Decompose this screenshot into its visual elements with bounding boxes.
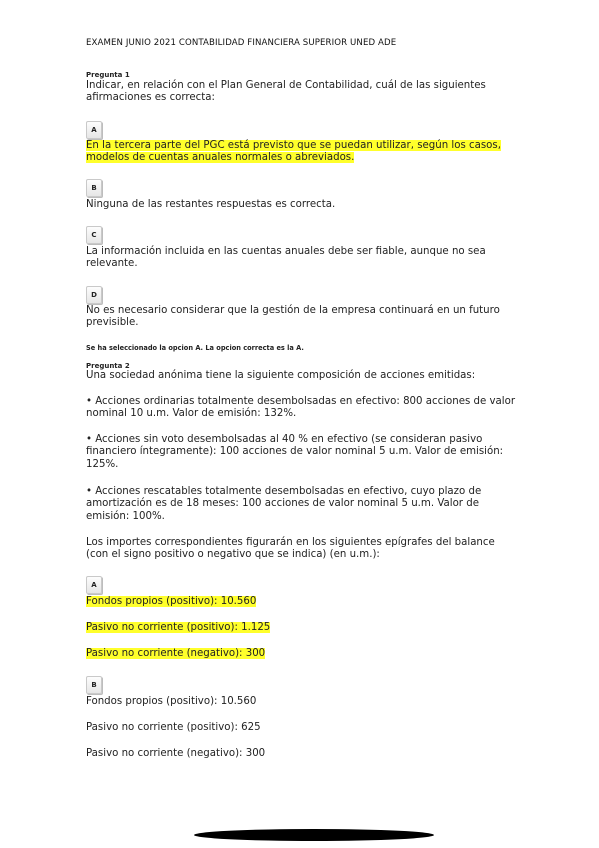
question-2-label: Pregunta 2 — [86, 362, 130, 370]
q2-bullet-2: • Acciones sin voto desembolsadas al 40 % en efectivo (se consideran pasivo financiero íntegramente): 100 acciones de valor nominal 5 u.m. Valor de emisión: 125%. — [86, 434, 504, 470]
q2-option-b-button[interactable]: B — [86, 676, 102, 694]
q2-bullet-3: • Acciones rescatables totalmente desembolsadas en efectivo, cuyo plazo de amortización es de 18 meses: 100 acciones de valor nominal 5 u.m. Valor de emisión: 100%. — [86, 486, 482, 522]
q1-option-a-text — [86, 140, 506, 165]
question-2-intro: Una sociedad anónima tiene la siguiente composición de acciones emitidas: — [86, 370, 476, 381]
q2-option-a-line-2-text: Pasivo no corriente (positivo): 1.125 — [86, 622, 271, 633]
q2-option-b-line-2: Pasivo no corriente (positivo): 625 — [86, 722, 261, 733]
question-1-label: Pregunta 1 — [86, 71, 130, 79]
q1-option-b-button[interactable]: B — [86, 179, 102, 197]
q1-option-d-button[interactable]: D — [86, 286, 102, 304]
q2-question-text: Los importes correspondientes figurarán en los siguientes epígrafes del balance (con el signo positivo o negativo que se indica) (en u.m.): — [86, 537, 495, 561]
q2-option-a-button[interactable]: A — [86, 576, 102, 594]
q2-option-a-line-1 — [86, 596, 506, 608]
q2-option-b-line-3: Pasivo no corriente (negativo): 300 — [86, 748, 266, 759]
q2-option-a-line-3 — [86, 648, 506, 660]
q2-option-b-line-1: Fondos propios (positivo): 10.560 — [86, 696, 257, 707]
q1-option-a-button[interactable]: A — [86, 121, 102, 139]
q1-option-c-button[interactable]: C — [86, 226, 102, 244]
redaction-mark — [194, 829, 434, 841]
q1-option-d-text: No es necesario considerar que la gestión de la empresa continuará en un futuro previsible. — [86, 305, 500, 329]
q2-option-a-line-3-text: Pasivo no corriente (negativo): 300 — [86, 648, 266, 659]
q2-option-a-line-1-text: Fondos propios (positivo): 10.560 — [86, 596, 257, 607]
q2-option-a-line-2 — [86, 622, 506, 634]
q1-option-a-highlight: En la tercera parte del PGC está previsto que se puedan utilizar, según los casos, modelos de cuentas anuales normales o abreviados. — [86, 140, 501, 164]
question-1-text: Indicar, en relación con el Plan General de Contabilidad, cuál de las siguientes afirmaciones es correcta: — [86, 80, 486, 104]
q1-result-text: Se ha seleccionado la opcion A. La opcion correcta es la A. — [86, 344, 304, 352]
exam-title: EXAMEN JUNIO 2021 CONTABILIDAD FINANCIERA SUPERIOR UNED ADE — [86, 38, 397, 48]
q1-option-c-text: La información incluida en las cuentas anuales debe ser fiable, aunque no sea relevante. — [86, 246, 486, 270]
q2-bullet-1: • Acciones ordinarias totalmente desembolsadas en efectivo: 800 acciones de valor nominal 10 u.m. Valor de emisión: 132%. — [86, 396, 516, 420]
q1-option-b-text: Ninguna de las restantes respuestas es correcta. — [86, 199, 336, 210]
